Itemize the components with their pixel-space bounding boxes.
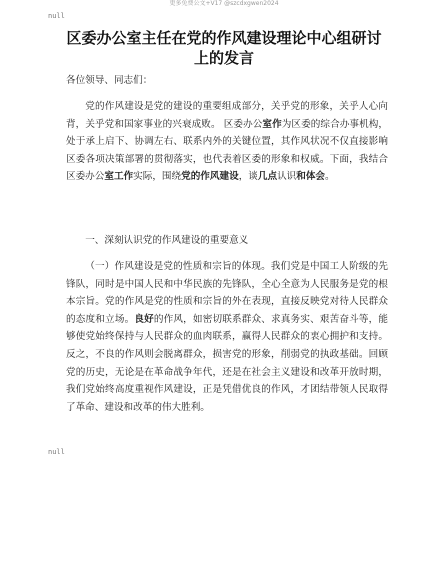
intro-text-3: 实际，围绕: [133, 171, 182, 183]
intro-text-bold-1: 室: [262, 118, 273, 130]
intro-text-bold-3: 室工作: [104, 171, 134, 183]
intro-text-4: ，谈: [238, 171, 258, 183]
greeting: 各位领导、同志们：: [66, 75, 153, 86]
section1-text-bold: 良好: [134, 313, 154, 325]
header-null-label: null: [48, 12, 65, 20]
intro-text-5: 认识: [277, 171, 297, 183]
section1-text-2: 的作风，如密切联系群众、求真务实、艰苦奋斗等，能够使党始终保持与人民群众的血肉联系，赢得人民群众的衷心拥护和支持。反之，不良的作风则会脱离群众，损害党的形象，削弱党的执政基础。回顾党的历史，无论是在革命战争年代，还是在社会主义建设和改革开放时期，我们党始终高度重视作风建设，正是凭借优良的作风，才团结带领人民取得了革命、建设和改革的伟大胜利。: [66, 313, 389, 413]
footer-null-label: null: [48, 448, 65, 456]
section-heading-1: 一、深刻认识党的作风建设的重要意义: [85, 235, 249, 246]
watermark-text: 更多免费公文+V17 @szcdxgwen2024: [169, 0, 279, 7]
intro-text-2: 为区委的综合办事机构，处于承上启下、协调左右、联系内外的关键位置，其作风状况不仅直接影响区委各项决策部署的贯彻落实，也代表着区委的形象和权威。下面，我结合区委办公: [66, 118, 389, 183]
intro-text-1: 党的作风建设是党的建设的重要组成部分，关乎党的形象，关乎人心向背，关乎党和国家事业的兴衰成败。 区委办公: [66, 101, 388, 130]
document-title: 区委办公室主任在党的作风建设理论中心组研讨上的发言: [66, 29, 382, 67]
intro-text-bold-4: 党的作风建设: [181, 171, 239, 183]
intro-text-bold-5: 几点: [257, 171, 278, 183]
paragraph-intro: [66, 98, 388, 186]
paragraph-section-1: [66, 258, 388, 416]
section1-text-1: （一）作风建设是党的性质和宗旨的体现。我们党是中国工人阶级的先锋队，同时是中国人民和中华民族的先锋队，全心全意为人民服务是党的根本宗旨。党的作风是党的性质和宗旨的外在表现，直接反映党对待人民群众的态度和立场。: [66, 261, 388, 325]
intro-text-6: 。: [325, 171, 335, 183]
intro-text-bold-2: 作: [272, 118, 282, 130]
intro-text-bold-6: 和体会: [296, 171, 326, 183]
